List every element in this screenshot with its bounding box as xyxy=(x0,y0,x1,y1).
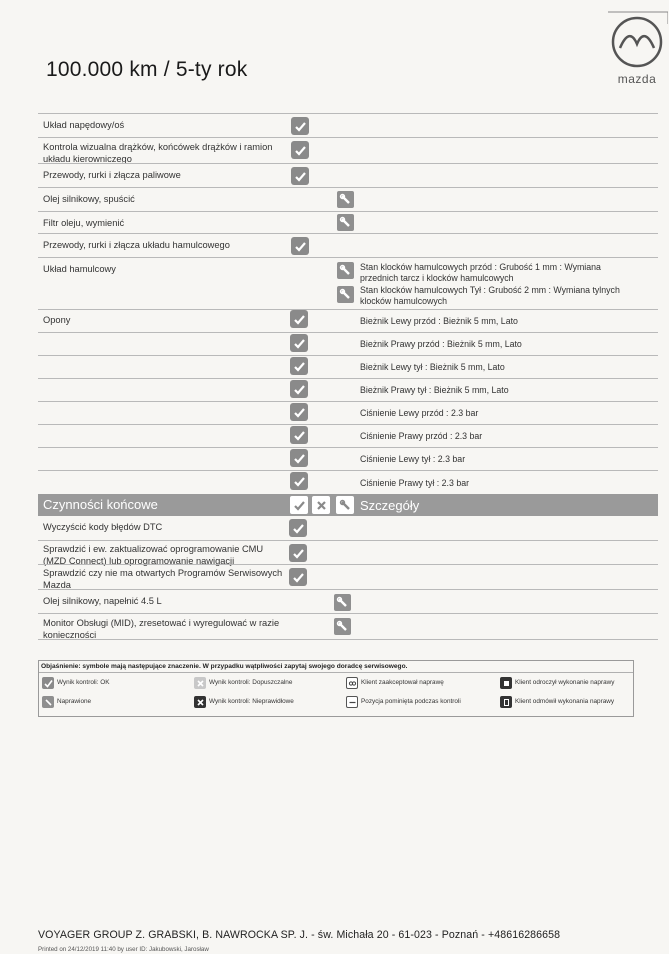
legend-label: Wynik kontroli: Nieprawidłowe xyxy=(209,698,294,705)
detail-text: Stan klocków hamulcowych przód : Grubość 1 mm : Wymiana przednich tarcz i klocków hamulcowych xyxy=(360,262,601,283)
section-title: Czynności końcowe xyxy=(43,497,158,512)
legend-divider xyxy=(39,672,633,673)
item-label: Wyczyścić kody błędów DTC xyxy=(43,522,163,532)
legend-label: Wynik kontroli: OK xyxy=(57,679,110,686)
detail-text: Ciśnienie Prawy tył : 2.3 bar xyxy=(360,478,470,488)
wrench-icon xyxy=(334,594,351,611)
page-title: 100.000 km / 5-ty rok xyxy=(46,58,248,81)
cross-icon xyxy=(312,496,330,514)
legend-label: Wynik kontroli: Dopuszczalne xyxy=(209,679,293,686)
final-item-row xyxy=(38,589,658,613)
item-label: Olej silnikowy, napełnić 4.5 L xyxy=(43,596,162,606)
wrench-icon xyxy=(42,696,54,708)
legend-label: Klient odmówił wykonania naprawy xyxy=(515,698,615,705)
item-row xyxy=(38,113,658,137)
logo-text: mazda xyxy=(617,72,657,86)
postponed-icon xyxy=(500,677,512,689)
item-label: Sprawdzić czy nie ma otwartych Programów Serwisowych Mazda xyxy=(43,568,283,590)
detail-row xyxy=(38,332,658,355)
check-icon xyxy=(289,568,307,586)
item-label: Opony xyxy=(43,315,71,325)
legend-title: Objaśnienie: symbole mają następujące znaczenie. W przypadku wątpliwości zapytaj swojego doradcę serwisowego. xyxy=(41,663,408,670)
wrench-icon xyxy=(337,262,354,279)
footer-company: VOYAGER GROUP Z. GRABSKI, B. NAWROCKA SP. J. - św. Michała 20 - 61-023 - Poznań - +48616286658 xyxy=(38,929,561,941)
skipped-icon xyxy=(346,696,358,708)
detail-text: Stan klocków hamulcowych Tył : Grubość 2 mm : Wymiana tylnych klocków hamulcowych xyxy=(360,285,620,306)
detail-row xyxy=(38,355,658,378)
accepted-icon xyxy=(346,677,358,689)
check-icon xyxy=(42,677,54,689)
check-icon xyxy=(290,449,308,467)
check-icon xyxy=(290,334,308,352)
final-section-header xyxy=(38,494,658,516)
check-icon xyxy=(290,403,308,421)
check-icon xyxy=(290,496,308,514)
detail-text: Ciśnienie Prawy przód : 2.3 bar xyxy=(360,431,483,441)
check-icon xyxy=(291,167,309,185)
final-item-row xyxy=(38,540,658,564)
detail-row xyxy=(38,470,658,494)
item-row xyxy=(38,233,658,257)
footer-printed: Printed on 24/12/2019 11:40 by user ID: Jakubowski, Jarosław xyxy=(38,946,209,953)
detail-text: Ciśnienie Lewy tył : 2.3 bar xyxy=(360,454,466,464)
item-row xyxy=(38,257,658,309)
check-icon xyxy=(289,519,307,537)
detail-text: Bieżnik Lewy tył : Bieżnik 5 mm, Lato xyxy=(360,362,505,372)
item-label: Kontrola wizualna drążków, końcówek drążków i ramion układu kierowniczego xyxy=(43,142,273,164)
final-item-row xyxy=(38,564,658,589)
check-icon xyxy=(289,544,307,562)
item-label: Monitor Obsługi (MID), zresetować i wyregulować w razie konieczności xyxy=(43,618,280,640)
item-label: Filtr oleju, wymienić xyxy=(43,218,125,228)
details-header: Szczegóły xyxy=(360,498,420,513)
item-row xyxy=(38,163,658,187)
mazda-logo xyxy=(606,10,668,90)
legend-box xyxy=(38,660,634,717)
detail-text: Bieżnik Prawy przód : Bieżnik 5 mm, Lato xyxy=(360,339,522,349)
wrench-icon xyxy=(337,286,354,303)
item-label: Przewody, rurki i złącza układu hamulcowego xyxy=(43,240,230,250)
legend-label: Klient odroczył wykonanie naprawy xyxy=(515,679,615,686)
check-icon xyxy=(290,426,308,444)
item-row xyxy=(38,211,658,233)
check-icon xyxy=(290,380,308,398)
item-label: Olej silnikowy, spuścić xyxy=(43,194,135,204)
legend-label: Naprawione xyxy=(57,698,92,705)
detail-text: Bieżnik Prawy tył : Bieżnik 5 mm, Lato xyxy=(360,385,509,395)
detail-row xyxy=(38,424,658,447)
detail-row xyxy=(38,447,658,470)
item-label: Układ napędowy/oś xyxy=(43,120,125,130)
detail-text: Bieżnik Lewy przód : Bieżnik 5 mm, Lato xyxy=(360,316,518,326)
detail-row xyxy=(38,378,658,401)
item-row xyxy=(38,137,658,163)
detail-row xyxy=(38,309,658,332)
final-item-row xyxy=(38,516,658,540)
legend-label: Pozycja pominięta podczas kontroli xyxy=(361,698,461,705)
check-icon xyxy=(291,237,309,255)
wrench-icon xyxy=(336,496,354,514)
check-icon xyxy=(291,117,309,135)
item-row xyxy=(38,187,658,211)
refused-icon xyxy=(500,696,512,708)
cross-dark-icon xyxy=(194,696,206,708)
item-label: Układ hamulcowy xyxy=(43,264,116,274)
wrench-icon xyxy=(337,191,354,208)
item-label: Przewody, rurki i złącza paliwowe xyxy=(43,170,181,180)
final-item-row xyxy=(38,613,658,640)
wrench-icon xyxy=(334,618,351,635)
check-icon xyxy=(290,357,308,375)
detail-text: Ciśnienie Lewy przód : 2.3 bar xyxy=(360,408,479,418)
wrench-icon xyxy=(337,214,354,231)
check-icon xyxy=(291,141,309,159)
detail-row xyxy=(38,401,658,424)
cross-light-icon xyxy=(194,677,206,689)
item-label: Sprawdzić i ew. zaktualizować oprogramowanie CMU (MZD Connect) lub oprogramowanie nawigacji xyxy=(43,544,264,566)
legend-label: Klient zaakceptował naprawę xyxy=(361,679,444,686)
check-icon xyxy=(290,472,308,490)
check-icon xyxy=(290,310,308,328)
